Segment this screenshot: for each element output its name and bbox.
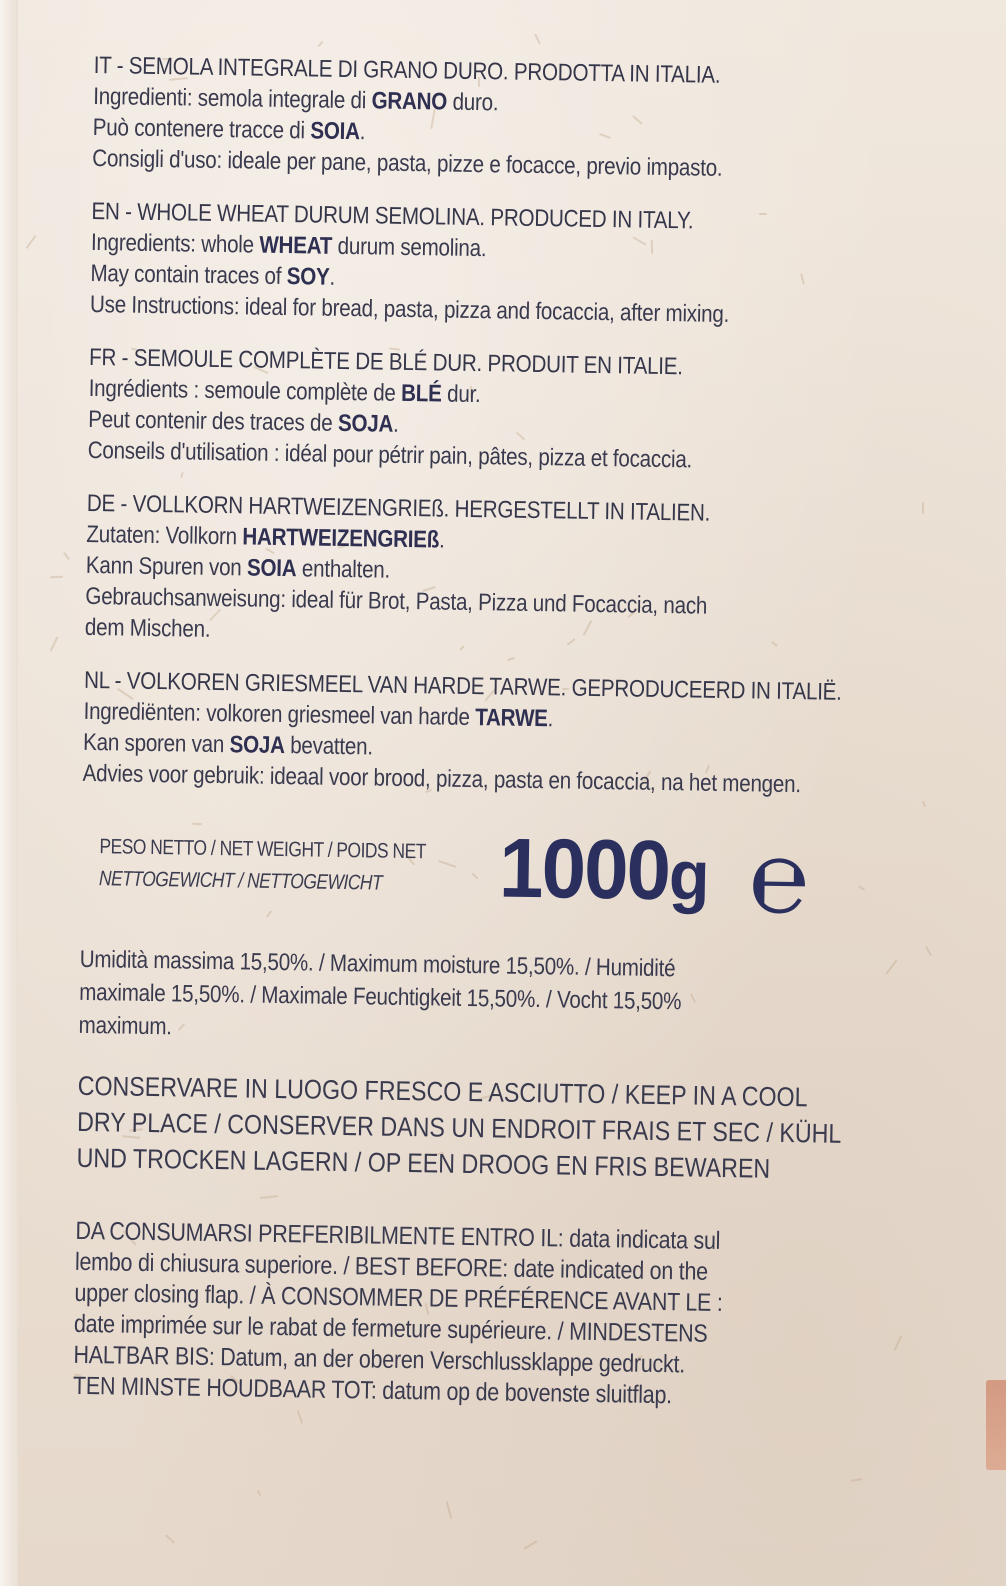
net-weight-label-2: NETTOGEWICHT / NETTOGEWICHT xyxy=(98,867,383,895)
section-de xyxy=(85,488,887,656)
allergen-text: SOJA xyxy=(337,409,394,438)
storage-line: DRY PLACE / CONSERVER DANS UN ENDROIT FRAIS ET SEC / KÜHL xyxy=(76,1106,842,1149)
text-segment: duro. xyxy=(446,88,499,117)
language-sections xyxy=(82,50,894,801)
net-weight-unit: g xyxy=(668,836,709,915)
text-segment: Advies voor gebruik: ideaal voor brood, pizza, pasta en focaccia, na het mengen. xyxy=(82,759,802,799)
storage-line: CONSERVARE IN LUOGO FRESCO E ASCIUTTO / KEEP IN A COOL xyxy=(77,1070,808,1113)
paper-fiber xyxy=(446,1501,453,1519)
net-weight xyxy=(80,821,881,934)
best-before-line: DA CONSUMARSI PREFERIBILMENTE ENTRO IL: data indicata sul xyxy=(75,1216,721,1255)
paper-fiber xyxy=(50,636,59,651)
allergen-text: TARWE xyxy=(474,704,548,733)
moisture-line: Umidità massima 15,50%. / Maximum moisture 15,50%. / Humidité xyxy=(79,945,676,983)
text-segment: May contain traces of xyxy=(90,259,287,291)
text-segment: Conseils d'utilisation : idéal pour pétrir pain, pâtes, pizza et focaccia. xyxy=(87,436,693,474)
allergen-text: SOY xyxy=(286,263,330,291)
paper-fiber xyxy=(922,801,926,807)
allergen-text: GRANO xyxy=(371,87,448,116)
allergen-text: SOIA xyxy=(310,117,360,146)
moisture-line: maximum. xyxy=(78,1011,172,1041)
estimated-sign-icon: ℮ xyxy=(748,821,810,935)
package-edge xyxy=(0,0,18,1586)
paper-fiber xyxy=(25,235,36,249)
text-segment: bevatten. xyxy=(284,732,374,761)
allergen-text: BLÉ xyxy=(400,379,442,408)
text-segment: . xyxy=(547,705,554,733)
text-segment: . xyxy=(329,263,336,291)
text-segment: enthalten. xyxy=(296,555,391,584)
text-segment: NL - VOLKOREN GRIESMEEL VAN HARDE TARWE. GEPRODUCEERD IN ITALIË. xyxy=(83,666,842,706)
section-fr xyxy=(87,342,889,479)
best-before-line: HALTBAR BIS: Datum, an der oberen Verschlussklappe gedruckt. xyxy=(73,1340,686,1379)
moisture-line: maximale 15,50%. / Maximale Feuchtigkeit 15,50%. / Vocht 15,50% xyxy=(78,978,682,1016)
paper-fiber xyxy=(894,1335,903,1350)
text-segment: Peut contenir des traces de xyxy=(87,405,339,437)
text-segment: Ingrédients : semoule complète de xyxy=(88,374,402,407)
text-segment: Ingredients: whole xyxy=(90,228,260,259)
paper-fiber xyxy=(925,946,932,957)
text-segment: FR - SEMOULE COMPLÈTE DE BLÉ DUR. PRODUIT EN ITALIE. xyxy=(88,343,683,381)
net-weight-label-1: PESO NETTO / NET WEIGHT / POIDS NET xyxy=(99,835,427,864)
text-segment: EN - WHOLE WHEAT DURUM SEMOLINA. PRODUCED IN ITALY. xyxy=(91,197,694,235)
paper-fiber xyxy=(886,960,898,975)
paper-fiber xyxy=(317,41,323,47)
best-before-line: upper closing flap. / À CONSOMMER DE PRÉFÉRENCE AVANT LE : xyxy=(74,1278,723,1318)
best-before-info xyxy=(73,1216,876,1415)
paper-fiber xyxy=(922,502,924,514)
allergen-text: HARTWEIZENGRIEß xyxy=(242,523,440,554)
paper-fiber xyxy=(165,1534,175,1544)
text-segment: dem Mischen. xyxy=(84,613,211,643)
paper-fiber xyxy=(534,34,541,45)
text-segment: Kan sporen van xyxy=(82,728,230,759)
text-segment: Kann Spuren von xyxy=(85,551,248,582)
net-weight-value xyxy=(498,819,708,919)
label-text xyxy=(72,50,894,1440)
storage-line: UND TROCKEN LAGERN / OP EEN DROOG EN FRIS BEWAREN xyxy=(76,1142,771,1184)
section-en xyxy=(90,196,892,333)
allergen-text: SOJA xyxy=(229,731,285,760)
text-segment: DE - VOLLKORN HARTWEIZENGRIEß. HERGESTELLT IN ITALIEN. xyxy=(86,489,711,527)
allergen-text: WHEAT xyxy=(259,231,333,260)
text-segment: Consigli d'uso: ideale per pane, pasta, pizze e focacce, previo impasto. xyxy=(92,144,723,182)
section-nl xyxy=(82,665,884,802)
text-segment: dur. xyxy=(441,380,481,409)
section-it xyxy=(92,50,894,187)
paper-fiber xyxy=(257,1490,261,1496)
text-segment: Ingredienti: semola integrale di xyxy=(93,82,372,115)
net-weight-labels xyxy=(99,831,493,901)
text-segment: IT - SEMOLA INTEGRALE DI GRANO DURO. PRODOTTA IN ITALIA. xyxy=(93,51,721,89)
net-weight-amount: 1000 xyxy=(498,820,670,918)
paper-fiber xyxy=(851,1478,862,1482)
paper-fiber xyxy=(50,576,63,578)
text-segment: . xyxy=(359,118,366,146)
text-segment: . xyxy=(392,410,399,438)
text-segment: durum semolina. xyxy=(331,232,487,263)
paper-fiber xyxy=(524,1540,538,1549)
moisture-info xyxy=(78,943,879,1055)
text-segment: . xyxy=(438,526,445,554)
best-before-line: date imprimée sur le rabat de fermeture supérieure. / MINDESTENS xyxy=(73,1309,708,1348)
text-segment: Gebrauchsanweisung: ideal für Brot, Pasta, Pizza und Focaccia, nach xyxy=(85,582,708,620)
best-before-line: lembo di chiusura superiore. / BEST BEFORE: date indicated on the xyxy=(74,1247,709,1286)
paper-fiber xyxy=(63,552,70,560)
allergen-text: SOIA xyxy=(246,554,297,583)
text-segment: Può contenere tracce di xyxy=(92,113,311,145)
text-segment: Ingrediënten: volkoren griesmeel van harde xyxy=(83,697,476,732)
text-segment: Use Instructions: ideal for bread, pasta, pizza and focaccia, after mixing. xyxy=(89,290,730,329)
side-print-mark xyxy=(986,1380,1006,1470)
text-segment: Zutaten: Vollkorn xyxy=(86,520,243,551)
best-before-line: TEN MINSTE HOUDBAAR TOT: datum op de bovenste sluitflap. xyxy=(72,1371,673,1410)
storage-info xyxy=(76,1068,878,1189)
